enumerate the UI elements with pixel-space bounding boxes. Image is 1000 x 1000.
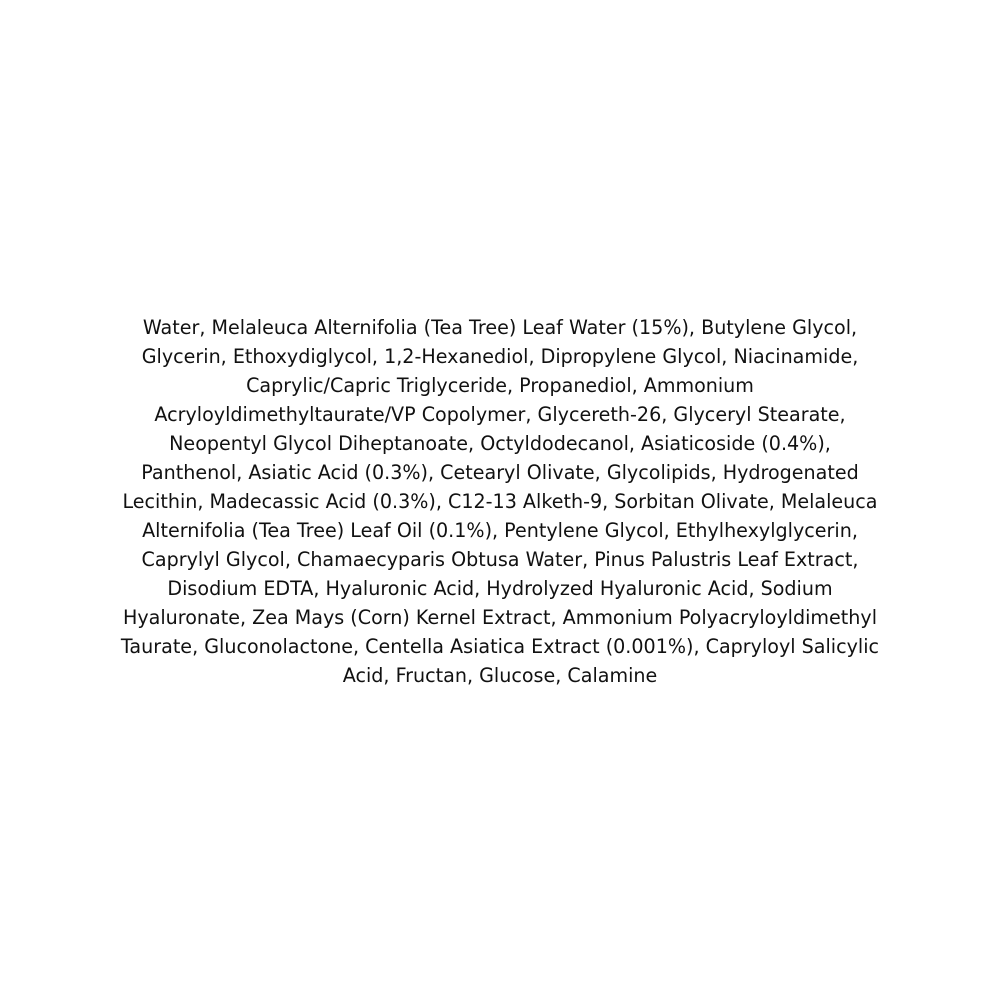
ingredients-line: Water, Melaleuca Alternifolia (Tea Tree) Leaf Water (15%), Butylene Glycol,: [142, 316, 858, 339]
ingredients-line: Acid, Fructan, Glucose, Calamine: [342, 664, 658, 687]
ingredients-line: Alternifolia (Tea Tree) Leaf Oil (0.1%), Pentylene Glycol, Ethylhexylglycerin,: [142, 519, 858, 542]
ingredients-list: [0, 313, 1000, 690]
ingredients-line: Panthenol, Asiatic Acid (0.3%), Cetearyl Olivate, Glycolipids, Hydrogenated: [141, 461, 859, 484]
ingredients-line: Glycerin, Ethoxydiglycol, 1,2-Hexanediol, Dipropylene Glycol, Niacinamide,: [141, 345, 859, 368]
ingredients-line: Lecithin, Madecassic Acid (0.3%), C12-13 Alketh-9, Sorbitan Olivate, Melaleuca: [122, 490, 878, 513]
ingredients-line: Hyaluronate, Zea Mays (Corn) Kernel Extract, Ammonium Polyacryloyldimethyl: [122, 606, 878, 629]
ingredients-line: Caprylyl Glycol, Chamaecyparis Obtusa Water, Pinus Palustris Leaf Extract,: [141, 548, 859, 571]
ingredients-line: Neopentyl Glycol Diheptanoate, Octyldodecanol, Asiaticoside (0.4%),: [169, 432, 831, 455]
ingredients-line: Caprylic/Capric Triglyceride, Propanediol, Ammonium: [246, 374, 754, 397]
ingredients-line: Disodium EDTA, Hyaluronic Acid, Hydrolyzed Hyaluronic Acid, Sodium: [167, 577, 833, 600]
ingredients-line: Taurate, Gluconolactone, Centella Asiatica Extract (0.001%), Capryloyl Salicylic: [120, 635, 880, 658]
ingredients-line: Acryloyldimethyltaurate/VP Copolymer, Glycereth-26, Glyceryl Stearate,: [154, 403, 846, 426]
